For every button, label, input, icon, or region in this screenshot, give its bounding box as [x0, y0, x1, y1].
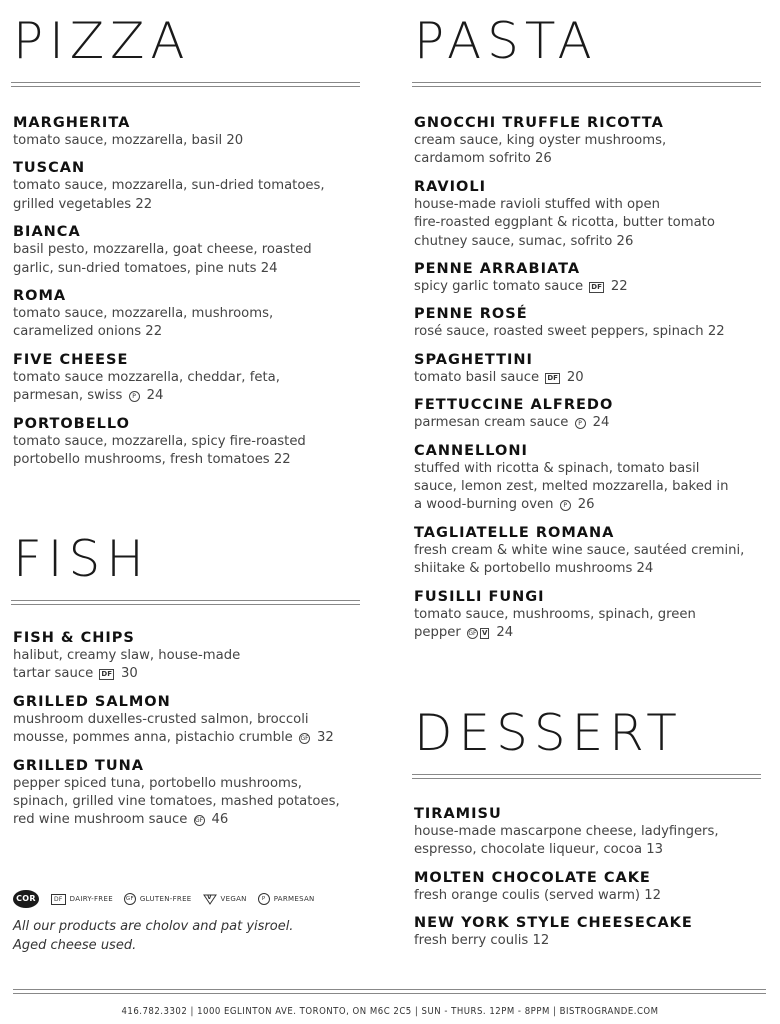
dairy-free-icon: DF [547, 373, 558, 382]
note-line: All our products are cholov and pat yisroel. [13, 919, 294, 934]
item-description: a wood-burning oven P 26 [414, 497, 595, 513]
footer-contact: 416.782.3302 | 1000 EGLINTON AVE. TORONTO, ON M6C 2C5 | SUN - THURS. 12PM - 8PPM | BISTROGRANDE.COM [121, 1006, 659, 1017]
vegan-icon: V [481, 629, 488, 638]
parmesan-icon: P [258, 893, 270, 905]
left-column [13, 0, 365, 828]
gluten-free-icon: GF [300, 735, 309, 743]
item-description: cardamom sofrito 26 [414, 151, 552, 167]
item-description: fresh orange coulis (served warm) 12 [414, 887, 662, 903]
item-name: BIANCA [13, 224, 81, 241]
item-description: tomato sauce mozzarella, cheddar, feta, [13, 369, 280, 385]
item-price: 24 [592, 415, 610, 431]
menu-item [414, 869, 761, 905]
item-description: house-made mascarpone cheese, ladyfingers, [414, 824, 719, 839]
item-description: rosé sauce, roasted sweet peppers, spinach 22 [414, 324, 725, 340]
item-price: 20 [566, 369, 584, 385]
item-name: TAGLIATELLE ROMANA [414, 524, 615, 541]
item-name: GRILLED SALMON [13, 693, 171, 710]
menu-item [414, 178, 766, 251]
item-price: 46 [211, 812, 229, 828]
item-price: 24 [146, 388, 164, 404]
item-description: mousse, pommes anna, pistachio crumble GF 32 [13, 730, 334, 746]
item-description: parmesan, swiss P 24 [13, 388, 164, 404]
fish-section [13, 530, 360, 839]
dairy-free-icon: DF [591, 283, 602, 292]
item-description: spinach, grilled vine tomatoes, mashed potatoes, [13, 794, 340, 810]
pasta-section [414, 0, 766, 643]
footer-divider [13, 989, 766, 994]
legend-dairy-free [51, 894, 113, 905]
dessert-items [414, 805, 761, 951]
menu-item [414, 114, 766, 169]
gluten-free-icon: GF [124, 893, 136, 905]
item-description: garlic, sun-dried tomatoes, pine nuts 24 [13, 260, 278, 276]
item-description: basil pesto, mozzarella, goat cheese, roasted [13, 242, 312, 258]
cor-kosher-logo: COR [13, 890, 39, 908]
dietary-legend [13, 890, 326, 908]
item-name: TUSCAN [13, 160, 86, 177]
menu-item [414, 524, 766, 579]
item-price: 26 [577, 497, 595, 513]
legend-label: DAIRY-FREE [69, 895, 113, 903]
menu-item [414, 396, 766, 432]
menu-item [13, 223, 365, 278]
item-name: FUSILLI FUNGI [414, 588, 545, 605]
menu-item [13, 415, 365, 470]
item-description: tomato sauce, mozzarella, basil 20 [13, 133, 244, 148]
menu-item [13, 287, 365, 342]
menu-item [13, 629, 360, 684]
item-description: tomato sauce, mozzarella, mushrooms, [13, 306, 274, 322]
item-description: portobello mushrooms, fresh tomatoes 22 [13, 452, 291, 468]
item-name: GRILLED TUNA [13, 757, 144, 774]
parmesan-icon: P [575, 418, 586, 429]
item-name: FISH & CHIPS [13, 630, 135, 646]
section-divider [11, 600, 360, 605]
item-name: MARGHERITA [13, 115, 131, 131]
menu-item [13, 114, 365, 150]
pizza-items [13, 114, 365, 469]
item-description: red wine mushroom sauce GF 46 [13, 812, 229, 828]
item-description: mushroom duxelles-crusted salmon, broccoli [13, 711, 309, 727]
item-description: fresh berry coulis 12 [414, 933, 550, 949]
item-name: FIVE CHEESE [13, 351, 129, 368]
item-description: tartar sauce DF 30 [13, 666, 138, 682]
item-description: caramelized onions 22 [13, 324, 163, 340]
item-name: PORTOBELLO [13, 415, 130, 432]
note-line: Aged cheese used. [13, 937, 137, 953]
item-description: espresso, chocolate liqueur, cocoa 13 [414, 842, 664, 858]
dessert-title: DESSERT [414, 704, 683, 762]
item-name: SPAGHETTINI [414, 351, 533, 368]
gluten-free-icon: GF [468, 630, 477, 638]
section-divider [412, 774, 761, 779]
pasta-title: PASTA [414, 12, 598, 70]
item-price: 32 [317, 730, 334, 746]
dairy-free-icon: DF [51, 894, 66, 905]
item-description: house-made ravioli stuffed with open [414, 196, 660, 212]
item-name: RAVIOLI [414, 178, 486, 195]
menu-item [13, 351, 365, 406]
menu-item [414, 351, 766, 387]
item-name: TIRAMISU [414, 806, 502, 822]
menu-item [414, 305, 766, 341]
menu-item [13, 757, 360, 830]
legend-gluten-free [124, 893, 192, 905]
legend-parmesan [258, 893, 315, 905]
menu-item [414, 442, 766, 515]
item-name: MOLTEN CHOCOLATE CAKE [414, 869, 651, 886]
item-name: FETTUCCINE ALFREDO [414, 397, 614, 414]
item-price: 22 [610, 279, 628, 295]
item-description: grilled vegetables 22 [13, 196, 153, 212]
item-description: parmesan cream sauce P 24 [414, 415, 610, 431]
item-description: sauce, lemon zest, melted mozzarella, baked in [414, 479, 729, 495]
pizza-title: PIZZA [13, 12, 191, 70]
section-divider [412, 82, 761, 87]
item-name: ROMA [13, 288, 67, 305]
item-name: PENNE ROSÉ [414, 306, 528, 323]
fish-items [13, 629, 360, 830]
legend-label: PARMESAN [273, 895, 315, 903]
menu-item [414, 260, 766, 296]
pasta-items [414, 114, 766, 643]
item-description: fresh cream & white wine sauce, sautéed cremini, [414, 542, 745, 558]
fish-title: FISH [13, 530, 150, 588]
item-description: cream sauce, king oyster mushrooms, [414, 133, 667, 148]
parmesan-icon: P [560, 500, 571, 511]
menu-item [414, 914, 761, 950]
section-divider [11, 82, 360, 87]
menu-item [414, 588, 766, 643]
item-description: spicy garlic tomato sauce DF 22 [414, 279, 628, 295]
item-description: tomato sauce, mozzarella, sun-dried tomatoes, [13, 178, 325, 194]
menu-item [13, 693, 360, 748]
dessert-section [414, 704, 761, 960]
legend-vegan [203, 894, 247, 905]
item-name: GNOCCHI TRUFFLE RICOTTA [414, 115, 664, 131]
legend-label: GLUTEN-FREE [139, 895, 192, 903]
item-description: chutney sauce, sumac, sofrito 26 [414, 233, 634, 249]
item-name: PENNE ARRABIATA [414, 261, 581, 278]
item-description: tomato basil sauce DF 20 [414, 369, 584, 385]
item-description: pepper spiced tuna, portobello mushrooms, [13, 775, 302, 791]
pizza-section [13, 0, 365, 469]
vegan-icon: V [203, 894, 217, 905]
item-description: stuffed with ricotta & spinach, tomato basil [414, 460, 700, 476]
menu-item [414, 805, 761, 860]
item-description: shiitake & portobello mushrooms 24 [414, 561, 654, 577]
gluten-free-icon: GF [194, 817, 204, 825]
item-name: NEW YORK STYLE CHEESECAKE [414, 915, 693, 932]
item-name: CANNELLONI [414, 442, 528, 459]
item-description: tomato sauce, mushrooms, spinach, green [414, 606, 696, 622]
dairy-free-icon: DF [101, 670, 113, 679]
item-price: 30 [121, 666, 138, 682]
item-description: fire-roasted eggplant & ricotta, butter tomato [414, 215, 715, 231]
item-description: halibut, creamy slaw, house-made [13, 648, 241, 663]
item-price: 24 [496, 625, 514, 641]
parmesan-icon: P [129, 391, 140, 402]
item-description: tomato sauce, mozzarella, spicy fire-roasted [13, 433, 306, 449]
right-column [414, 0, 766, 949]
menu-item [13, 159, 365, 214]
item-description: pepper GF V 24 [414, 625, 514, 641]
legend-label: VEGAN [220, 895, 247, 903]
kosher-note [13, 918, 373, 955]
